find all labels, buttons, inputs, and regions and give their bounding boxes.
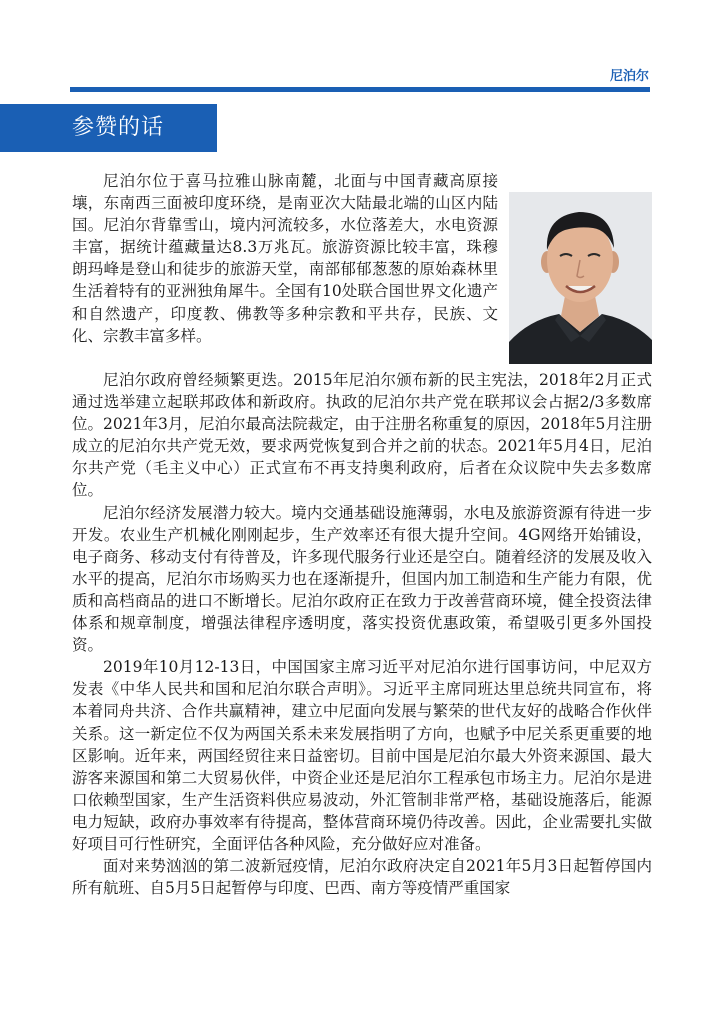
paragraph-covid: 面对来势汹汹的第二波新冠疫情，尼泊尔政府决定自2021年5月3日起暂停国内所有航班、自5月5日起暂停与印度、巴西、南方等疫情严重国家 — [72, 857, 652, 898]
section-title: 参赞的话 — [0, 104, 217, 152]
body-text — [72, 369, 652, 899]
portrait-photo — [509, 192, 652, 364]
header-rule — [70, 87, 650, 92]
paragraph-intro: 尼泊尔位于喜马拉雅山脉南麓，北面与中国青藏高原接壤，东南西三面被印度环绕，是南亚次大陆最北端的山区内陆国。尼泊尔背靠雪山，境内河流较多，水位落差大，水电资源丰富，据统计蕴藏量达8.3万兆瓦。旅游资源比较丰富，珠穆朗玛峰是登山和徒步的旅游天堂，南部郁郁葱葱的原始森林里生活着特有的亚洲独角犀牛。全国有10处联合国世界文化遗产和自然遗产，印度教、佛教等多种宗教和平共存，民族、文化、宗教丰富多样。 — [72, 172, 498, 345]
paragraph-politics: 尼泊尔政府曾经频繁更迭。2015年尼泊尔颁布新的民主宪法，2018年2月正式通过选举建立起联邦政体和新政府。执政的尼泊尔共产党在联邦议会占据2/3多数席位。2021年3月，尼泊尔最高法院裁定，由于注册名称重复的原因，2018年5月注册成立的尼泊尔共产党无效，要求两党恢复到合并之前的状态。2021年5月4日，尼泊尔共产党（毛主义中心）正式宣布不再支持奥利政府，后者在众议院中失去多数席位。 — [72, 371, 652, 500]
paragraph-economy: 尼泊尔经济发展潜力较大。境内交通基础设施薄弱，水电及旅游资源有待进一步开发。农业生产机械化刚刚起步，生产效率还有很大提升空间。4G网络开始铺设，电子商务、移动支付有待普及，许多现代服务行业还是空白。随着经济的发展及收入水平的提高，尼泊尔市场购买力也在逐渐提升，但国内加工制造和生产能力有限，优质和高档商品的进口不断增长。尼泊尔政府正在致力于改善营商环境，健全投资法律体系和规章制度，增强法律程序透明度，落实投资优惠政策，希望吸引更多外国投资。 — [72, 503, 652, 655]
country-label: 尼泊尔 — [609, 69, 649, 84]
paragraph-bilateral: 2019年10月12-13日，中国国家主席习近平对尼泊尔进行国事访问，中尼双方发表《中华人民共和国和尼泊尔联合声明》。习近平主席同班达里总统共同宣布，将本着同舟共济、合作共赢精神，建立中尼面向发展与繁荣的世代友好的战略合作伙伴关系。这一新定位不仅为两国关系未来发展指明了方向，也赋予中尼关系更重要的地区影响。近年来，两国经贸往来日益密切。目前中国是尼泊尔最大外资来源国、最大游客来源国和第二大贸易伙伴，中资企业还是尼泊尔工程承包市场主力。尼泊尔是进口依赖型国家，生产生活资料供应易波动，外汇管制非常严格，基础设施落后，能源电力短缺，政府办事效率有待提高，整体营商环境仍待改善。因此，企业需要扎实做好项目可行性研究，全面评估各种风险，充分做好应对准备。 — [72, 658, 652, 853]
